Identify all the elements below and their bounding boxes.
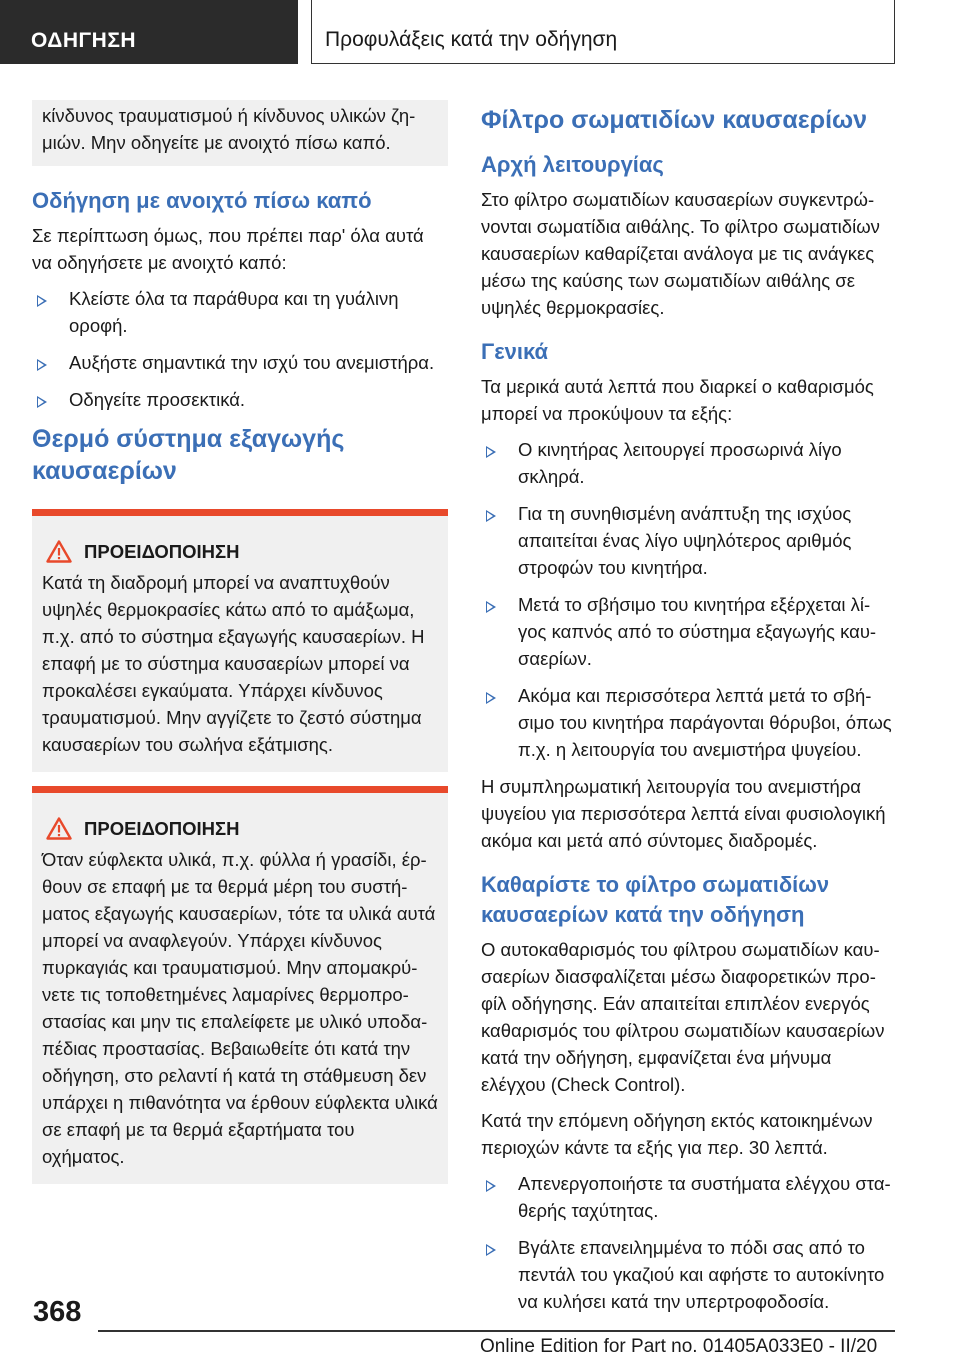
step-arrow-icon <box>37 295 47 307</box>
list-item: Βγάλτε επανειλημμένα το πόδι σας από το πεντάλ του γκαζιού και αφήστε το αυτοκίνητο να κυλήσει κατά την υπερτροφοδοσία. <box>481 1234 897 1315</box>
particle-filter-heading: Φίλτρο σωματιδίων καυσαερίων <box>481 106 868 134</box>
continued-info-text: κίνδυνος τραυματισμού ή κίνδυνος υλικών ζη-μιών. Μην οδηγείτε με ανοιχτό πίσω καπό. <box>42 105 416 153</box>
list-item: Αυξήστε σημαντικά την ισχύ του ανεμιστήρα. <box>32 349 448 376</box>
open-hatch-intro: Σε περίπτωση όμως, που πρέπει παρ' όλα αυτά να οδηγήσετε με ανοιχτό καπό: <box>32 225 424 273</box>
footer-divider <box>98 1330 895 1332</box>
principle-heading: Αρχή λειτουργίας <box>481 152 664 177</box>
list-item: Οδηγείτε προσεκτικά. <box>32 386 448 413</box>
step-arrow-icon <box>37 359 47 371</box>
cleaning-steps <box>481 1170 897 1315</box>
warning-box-burn <box>32 509 448 772</box>
list-item: Μετά το σβήσιμο του κινητήρα εξέρχεται λί-γος καπνός από το σύστημα εξαγωγής καυ-σαερίων. <box>481 591 897 672</box>
continued-info-box <box>32 100 448 166</box>
list-item: Κλείστε όλα τα παράθυρα και τη γυάλινη οροφή. <box>32 285 448 339</box>
list-item: Ακόμα και περισσότερα λεπτά μετά το σβή-σιμο του κινητήρα παράγονται θόρυβοι, όπως π.χ. η λειτουργία του ανεμιστήρα ψυγείου. <box>481 682 897 763</box>
step-arrow-icon <box>486 446 496 458</box>
cleaning-text-1: Ο αυτοκαθαρισμός του φίλτρου σωματιδίων καυ-σαερίων διασφαλίζεται μέσω διαφορετικών προ-φίλ οδήγησης. Εάν απαιτείται επιπλέον ενεργός καθαρισμός του φίλτρου σωματιδίων καυσαερίων κατά την οδήγηση, εμφανίζεται ένα μήνυμα ελέγχου (Check Control). <box>481 939 885 1095</box>
page-header <box>0 0 960 64</box>
list-item: Για τη συνηθισμένη ανάπτυξη της ισχύος απαιτείται ένας λίγο υψηλότερος αριθμός στροφών του κινητήρα. <box>481 500 897 581</box>
warning-text: Όταν εύφλεκτα υλικά, π.χ. φύλλα ή γρασίδι, έρ-θουν σε επαφή με τα θερμά μέρη του συστή-ματος εξαγωγής καυσαερίων, τότε τα υλικά αυτά μπορεί να αναφλεγούν. Υπάρχει κίνδυνος πυρκαγιάς και τραυματισμού. Μην απομακρύ-νετε τις τοποθετημένες λαμαρίνες θερμοπρο-στασίας και μην τις επαλείφετε με υλικό υποδα-πέδιας προστασίας. Βεβαιωθείτε ότι κατά την οδήγηση, στο ρελαντί ή κατά τη στάθμευση δεν υπάρχει η πιθανότητα να έρθουν εύφλεκτα υλικά σε επαφή με τα θερμά εξαρτήματα του οχήματος. <box>42 849 438 1167</box>
edition-footer: Online Edition for Part no. 01405A033E0 - II/20 <box>480 1336 878 1357</box>
right-column <box>481 100 897 1325</box>
cleaning-text-2: Κατά την επόμενη οδήγηση εκτός κατοικημένων περιοχών κάντε τα εξής για περ. 30 λεπτά. <box>481 1110 873 1158</box>
list-item: Ο κινητήρας λειτουργεί προσωρινά λίγο σκληρά. <box>481 436 897 490</box>
general-intro: Τα μερικά αυτά λεπτά που διαρκεί ο καθαρισμός μπορεί να προκύψουν τα εξής: <box>481 376 874 424</box>
page-number: 368 <box>33 1296 82 1328</box>
step-arrow-icon <box>37 396 47 408</box>
warning-triangle-icon <box>46 540 72 563</box>
step-arrow-icon <box>486 692 496 704</box>
cleaning-heading: Καθαρίστε το φίλτρο σωματιδίων καυσαερίων κατά την οδήγηση <box>481 872 830 927</box>
open-hatch-steps <box>32 285 448 413</box>
step-arrow-icon <box>486 510 496 522</box>
chapter-title: Προφυλάξεις κατά την οδήγηση <box>311 0 895 64</box>
general-steps <box>481 436 897 763</box>
open-hatch-heading: Οδήγηση με ανοιχτό πίσω καπό <box>32 188 372 213</box>
warning-title: ΠΡΟΕΙΔΟΠΟΙΗΣΗ <box>84 817 240 839</box>
general-heading: Γενικά <box>481 339 549 364</box>
exhaust-heading: Θερμό σύστημα εξαγωγής καυσαερίων <box>32 425 345 485</box>
step-arrow-icon <box>486 1244 496 1256</box>
warning-text: Κατά τη διαδρομή μπορεί να αναπτυχθούν υψηλές θερμοκρασίες κάτω από το αμάξωμα, π.χ. από το σύστημα εξαγωγής καυσαερίων. Η επαφή με το σύστημα καυσαερίων μπορεί να προκαλέσει εγκαύματα. Υπάρχει κίνδυνος τραυματισμού. Μην αγγίζετε το ζεστό σύστημα καυσαερίων του σωλήνα εξάτμισης. <box>42 572 425 755</box>
principle-text: Στο φίλτρο σωματιδίων καυσαερίων συγκεντρώ-νονται σωματίδια αιθάλης. Το φίλτρο σωματιδίων καυσαερίων καθαρίζεται ανάλογα με τις ανάγκες μέσω της καύσης των σωματιδίων αιθάλης σε υψηλές θερμοκρασίες. <box>481 189 880 318</box>
list-item: Απενεργοποιήστε τα συστήματα ελέγχου στα-θερής ταχύτητας. <box>481 1170 897 1224</box>
step-arrow-icon <box>486 1180 496 1192</box>
left-column <box>32 100 448 1184</box>
section-tab: ΟΔΗΓΗΣΗ <box>0 0 298 64</box>
step-arrow-icon <box>486 601 496 613</box>
warning-triangle-icon <box>46 817 72 840</box>
warning-box-fire <box>32 786 448 1184</box>
general-outro: Η συμπληρωματική λειτουργία του ανεμιστήρα ψυγείου για περισσότερα λεπτά είναι φυσιολογική ακόμα και μετά από σύντομες διαδρομές. <box>481 776 886 851</box>
warning-title: ΠΡΟΕΙΔΟΠΟΙΗΣΗ <box>84 540 240 562</box>
